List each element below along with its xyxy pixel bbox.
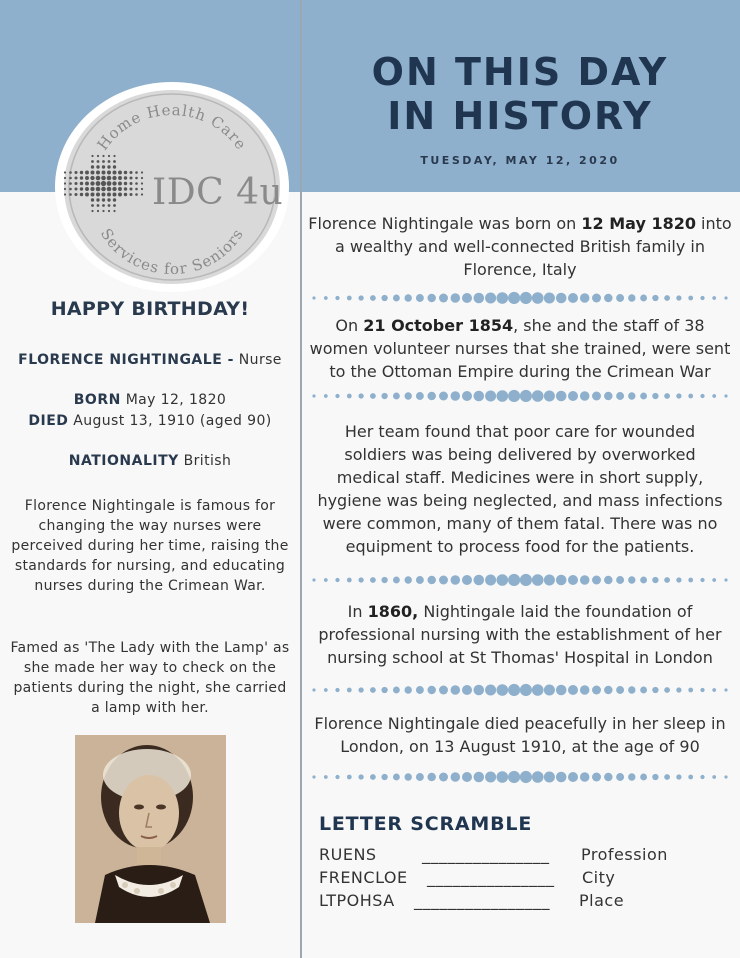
divider-dot [532,390,544,402]
divider-dot [664,687,670,693]
divider-dot [724,688,727,691]
divider-dot [712,394,716,398]
divider-dot [652,774,658,780]
divider-dot [370,774,376,780]
nationality-line [0,453,300,469]
scramble-row [319,845,719,869]
divider-dot [427,392,435,400]
divider-dot [439,294,448,303]
divider-dot [532,771,544,783]
divider-dot [616,686,624,694]
divider-dot [616,773,624,781]
logo-brand: IDC 4u [152,172,284,213]
divider-dot [496,684,508,696]
divider-dot [628,686,635,693]
crimean-date: 21 October 1854 [363,316,514,335]
divider-dot [405,773,412,780]
divider-dot [544,292,555,303]
died-value: August 13, 1910 (aged 90) [73,413,272,429]
divider-dot [416,773,424,781]
divider-dot [370,295,376,301]
divider-dot [427,773,435,781]
divider-dot [580,772,590,782]
divider-dot [688,688,693,693]
divider-dot [520,390,532,402]
divider-dot [370,577,376,583]
scramble-word: RUENS [319,845,377,864]
divider-dot [358,393,363,398]
divider-dot [724,296,727,299]
divider-dot [628,576,635,583]
divider-dot [712,688,716,692]
divider-dot [700,394,704,398]
divider-dot [405,392,412,399]
medical-cross-icon [64,155,143,212]
divider-dot [335,296,339,300]
divider-dot [676,295,681,300]
divider-dot [324,296,328,300]
person-role: Nurse [238,352,282,368]
birth-date: 12 May 1820 [581,214,696,233]
divider-dot [485,684,496,695]
divider-dot [592,294,601,303]
divider-dot [568,293,578,303]
divider-dot [416,576,424,584]
lamp-paragraph: Famed as 'The Lady with the Lamp' as she made her way to check on the patients during the night, she carried a lamp with her. [10,640,290,716]
divider-dot [580,685,590,695]
divider-dot [544,771,555,782]
divider-dot [604,392,612,400]
divider-dot [439,773,448,782]
issue-date: TUESDAY, MAY 12, 2020 [420,154,620,167]
school-text-a: In [347,602,368,621]
divider-dot [664,295,670,301]
divider-dot [580,391,590,401]
divider-dot [462,685,472,695]
divider-dot [544,574,555,585]
born-value: May 12, 1820 [125,392,227,408]
divider-dot [462,575,472,585]
divider-dot [347,578,352,583]
divider-dot [520,574,532,586]
divider-dot [640,577,647,584]
divider-dot [544,684,555,695]
divider-dot [520,771,532,783]
divider-dot [462,391,472,401]
answer-blank[interactable]: ________________ [414,891,550,910]
divider-dot [652,577,658,583]
divider-dot [640,687,647,694]
divider-dot [520,292,532,304]
scramble-word: LTPOHSA [319,891,395,910]
dot-divider [310,388,730,404]
divider-dot [628,294,635,301]
divider-dot [381,393,387,399]
divider-dot [381,774,387,780]
divider-dot [324,688,328,692]
birth-text-b: into a wealthy and well-connected British family in Florence, Italy [334,214,732,279]
divider-dot [652,295,658,301]
crimean-paragraph [304,314,736,383]
divider-dot [451,685,461,695]
divider-dot [496,771,508,783]
divider-dot [556,391,567,402]
divider-dot [335,688,339,692]
divider-dot [568,575,578,585]
divider-dot [393,393,400,400]
divider-dot [358,774,363,779]
divider-dot [700,578,704,582]
divider-dot [508,574,520,586]
divider-dot [700,688,704,692]
died-line [0,413,300,429]
birth-paragraph [304,212,736,281]
divider-dot [592,773,601,782]
divider-dot [544,390,555,401]
divider-dot [508,390,520,402]
divider-dot [604,294,612,302]
divider-dot [664,774,670,780]
divider-dot [520,684,532,696]
divider-dot [451,293,461,303]
logo-arc-bottom: Services for Seniors [96,225,248,279]
divider-dot [416,686,424,694]
birthday-heading: HAPPY BIRTHDAY! [50,298,250,320]
divider-dot [335,775,339,779]
person-line [0,352,300,368]
divider-dot [592,686,601,695]
divider-dot [556,293,567,304]
divider-dot [335,578,339,582]
divider-dot [451,391,461,401]
divider-dot [640,393,647,400]
divider-dot [485,771,496,782]
divider-dot [474,575,485,586]
divider-dot [485,574,496,585]
divider-dot [347,688,352,693]
dot-divider [310,769,730,785]
divider-dot [462,772,472,782]
divider-dot [676,687,681,692]
divider-dot [312,394,315,397]
divider-dot [381,577,387,583]
divider-dot [451,575,461,585]
divider-dot [568,391,578,401]
scramble-hint: Place [579,891,625,910]
divider-dot [451,772,461,782]
divider-dot [508,684,520,696]
divider-dot [381,687,387,693]
answer-blank[interactable]: _______________ [427,868,555,887]
svg-text:Services for Seniors [97,225,247,278]
divider-dot [580,293,590,303]
divider-dot [724,394,727,397]
divider-dot [700,296,704,300]
scramble-title: LETTER SCRAMBLE [319,813,533,835]
divider-dot [616,576,624,584]
divider-dot [676,577,681,582]
divider-dot [439,576,448,585]
divider-dot [347,394,352,399]
divider-dot [496,292,508,304]
divider-dot [427,294,435,302]
divider-dot [496,574,508,586]
bio-paragraph: Florence Nightingale is famous for changing the way nurses were perceived during her time, raising the standards for nursing, and educating nurses during the Crimean War. [11,498,289,594]
divider-dot [604,576,612,584]
death-paragraph: Florence Nightingale died peacefully in her sleep in London, on 13 August 1910, at the age of 90 [314,714,726,756]
conditions-paragraph: Her team found that poor care for wounded soldiers was being delivered by overworked medical staff. Medicines were in short supply, hygiene was being neglected, and mass infections were common, many of them fatal. There was no equipment to process food for the patients. [317,422,723,556]
divider-dot [652,393,658,399]
divider-dot [370,393,376,399]
divider-dot [616,392,624,400]
column-divider [300,0,302,958]
born-label: BORN [73,392,121,408]
divider-dot [688,394,693,399]
divider-dot [485,292,496,303]
divider-dot [508,771,520,783]
page-title [300,50,740,138]
divider-dot [568,772,578,782]
divider-dot [312,688,315,691]
nationality-label: NATIONALITY [68,453,179,469]
divider-dot [335,394,339,398]
portrait-photo [75,735,226,923]
divider-dot [700,775,704,779]
divider-dot [640,774,647,781]
born-line [0,392,300,408]
dot-divider [310,682,730,698]
school-paragraph [304,600,736,669]
divider-dot [604,686,612,694]
divider-dot [312,775,315,778]
scramble-row [319,891,719,915]
divider-dot [556,575,567,586]
divider-dot [324,578,328,582]
divider-dot [604,773,612,781]
divider-dot [358,577,363,582]
divider-dot [381,295,387,301]
divider-dot [592,576,601,585]
crimean-text-a: On [335,316,364,335]
divider-dot [532,574,544,586]
divider-dot [462,293,472,303]
divider-dot [616,294,624,302]
divider-dot [712,775,716,779]
divider-dot [712,578,716,582]
divider-dot [427,686,435,694]
person-name: FLORENCE NIGHTINGALE - [18,352,234,368]
divider-dot [324,775,328,779]
divider-dot [474,772,485,783]
divider-dot [474,293,485,304]
divider-dot [393,577,400,584]
school-text-b: Nightingale laid the foundation of professional nursing with the establishment of her nursing school at St Thomas' Hospital in London [318,602,722,667]
divider-dot [556,772,567,783]
divider-dot [405,686,412,693]
divider-dot [312,578,315,581]
title-line-1: ON THIS DAY [371,50,669,94]
divider-dot [688,578,693,583]
divider-dot [439,686,448,695]
divider-dot [628,773,635,780]
scramble-row [319,868,719,892]
divider-dot [416,392,424,400]
divider-dot [358,295,363,300]
divider-dot [416,294,424,302]
divider-dot [652,687,658,693]
divider-dot [724,578,727,581]
dot-divider [310,572,730,588]
divider-dot [712,296,716,300]
divider-dot [405,576,412,583]
divider-dot [474,391,485,402]
divider-dot [532,684,544,696]
divider-dot [358,687,363,692]
title-line-2: IN HISTORY [387,94,653,138]
divider-dot [370,687,376,693]
divider-dot [508,292,520,304]
divider-dot [439,392,448,401]
died-label: DIED [28,413,69,429]
birth-text-a: Florence Nightingale was born on [308,214,582,233]
divider-dot [580,575,590,585]
divider-dot [347,775,352,780]
divider-dot [688,296,693,301]
divider-dot [427,576,435,584]
divider-dot [393,295,400,302]
divider-dot [628,392,635,399]
divider-dot [532,292,544,304]
divider-dot [496,390,508,402]
divider-dot [676,393,681,398]
divider-dot [592,392,601,401]
divider-dot [324,394,328,398]
dot-divider [310,290,730,306]
divider-dot [664,577,670,583]
divider-dot [556,685,567,696]
crimean-text-b: , she and the staff of 38 women volunteer nurses that she trained, were sent to the Ottoman Empire during the Crimean War [309,316,731,381]
divider-dot [312,296,315,299]
divider-dot [664,393,670,399]
divider-dot [724,775,727,778]
scramble-hint: Profession [581,845,668,864]
scramble-word: FRENCLOE [319,868,408,887]
divider-dot [485,390,496,401]
nationality-value: British [183,453,232,469]
scramble-hint: City [582,868,616,887]
divider-dot [393,774,400,781]
divider-dot [347,296,352,301]
divider-dot [568,685,578,695]
school-year: 1860, [367,602,419,621]
divider-dot [393,687,400,694]
divider-dot [640,295,647,302]
divider-dot [688,775,693,780]
divider-dot [676,774,681,779]
answer-blank[interactable]: _______________ [422,845,550,864]
logo-arc-top: Home Health Care [93,100,251,154]
divider-dot [474,685,485,696]
divider-dot [405,294,412,301]
